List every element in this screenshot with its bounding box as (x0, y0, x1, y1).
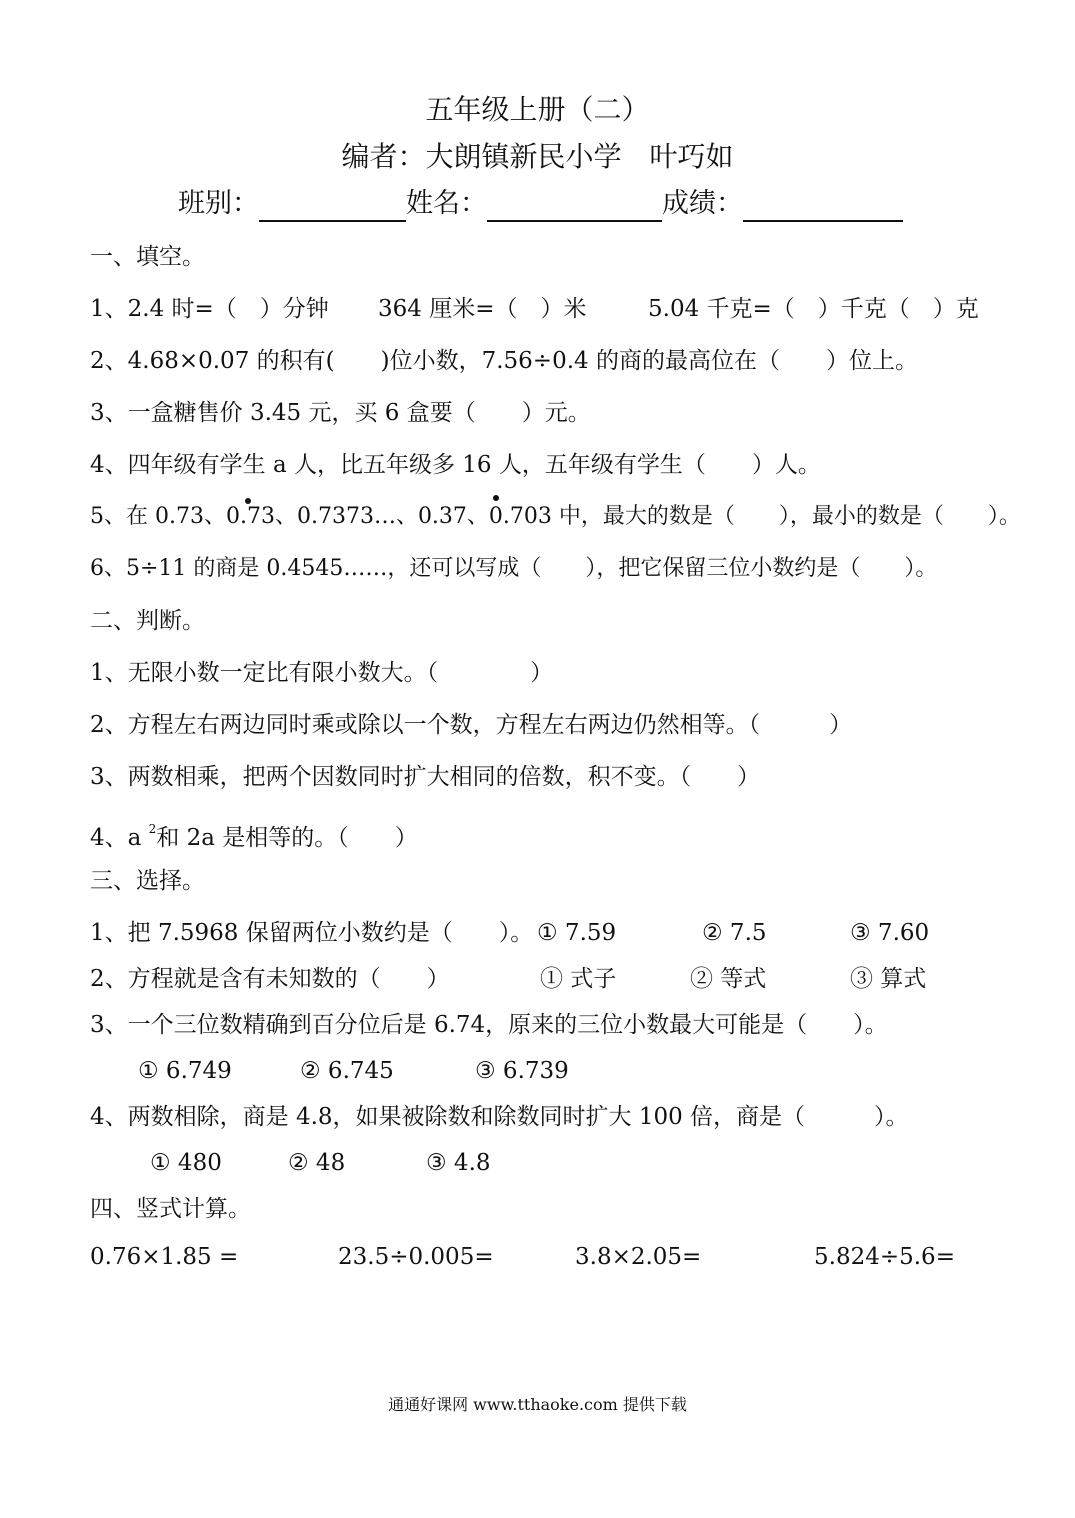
choose-q1-option-1: ① 7.59 (537, 920, 617, 946)
judge-question-3: 3、两数相乘，把两个因数同时扩大相同的倍数，积不变。（ ） (90, 764, 761, 790)
choose-q1-option-3: ③ 7.60 (850, 920, 930, 946)
choose-q1-stem: 1、把 7.5968 保留两位小数约是（ ）。 (90, 920, 534, 946)
page-title: 五年级上册（二） (425, 93, 650, 126)
section-judge-heading: 二、判断。 (90, 608, 205, 634)
score-label: 成绩： (662, 188, 743, 219)
calc-item-4: 5.824÷5.6= (814, 1244, 955, 1270)
class-label: 班别： (178, 188, 259, 219)
choose-q2-option-3: ③ 算式 (850, 966, 927, 992)
calc-item-1: 0.76×1.85 = (90, 1244, 239, 1270)
fill-question-2: 2、4.68×0.07 的积有( )位小数，7.56÷0.4 的商的最高位在（ ）位上。 (90, 348, 918, 374)
score-blank[interactable] (743, 194, 903, 222)
name-label: 姓名： (406, 188, 487, 219)
footer-credit: 通通好课网 www.tthaoke.com 提供下载 (388, 1395, 687, 1414)
repeating-decimal-dot (493, 495, 499, 501)
choose-q4-option-1: ① 480 (150, 1150, 222, 1176)
fill-q1-part-c: 5.04 千克=（ ）千克（ ）克 (648, 296, 979, 322)
calc-item-3: 3.8×2.05= (575, 1244, 702, 1270)
judge-q4-prefix: 4、a (90, 825, 142, 851)
choose-q4-option-3: ③ 4.8 (426, 1150, 491, 1176)
choose-q2-option-2: ② 等式 (690, 966, 767, 992)
choose-question-4: 4、两数相除，商是 4.8，如果被除数和除数同时扩大 100 倍，商是（ ）。 (90, 1104, 909, 1130)
name-blank[interactable] (487, 194, 662, 222)
fill-q1-part-a: 1、2.4 时=（ ）分钟 (90, 296, 329, 322)
fill-q1-part-b: 364 厘米=（ ）米 (378, 296, 587, 322)
choose-q4-option-2: ② 48 (288, 1150, 346, 1176)
author-line: 编者：大朗镇新民小学 叶巧如 (341, 140, 734, 173)
fill-question-6: 6、5÷11 的商是 0.4545……，还可以写成（ ），把它保留三位小数约是（ ）。 (90, 556, 938, 581)
choose-question-3: 3、一个三位数精确到百分位后是 6.74，原来的三位小数最大可能是（ ）。 (90, 1012, 888, 1038)
judge-q4-superscript: 2 (148, 822, 157, 836)
student-info-row (178, 186, 903, 222)
choose-q1-option-2: ② 7.5 (702, 920, 767, 946)
class-blank[interactable] (259, 194, 406, 222)
choose-q3-option-3: ③ 6.739 (475, 1058, 569, 1084)
choose-q2-stem: 2、方程就是含有未知数的（ ） (90, 966, 450, 992)
judge-question-4 (90, 814, 418, 853)
section-calc-heading: 四、竖式计算。 (90, 1196, 251, 1222)
choose-q3-option-1: ① 6.749 (138, 1058, 232, 1084)
fill-question-5: 5、在 0.73、0.73、0.7373…、0.37、0.703 中，最大的数是（ ），最小的数是（ ）。 (90, 504, 1021, 529)
choose-q2-option-1: ① 式子 (540, 966, 617, 992)
section-choose-heading: 三、选择。 (90, 868, 205, 894)
judge-q4-suffix: 和 2a 是相等的。（ ） (156, 825, 418, 851)
judge-question-2: 2、方程左右两边同时乘或除以一个数，方程左右两边仍然相等。（ ） (90, 712, 853, 738)
repeating-decimal-dot (245, 498, 251, 504)
section-fill-heading: 一、填空。 (90, 244, 205, 270)
choose-q3-option-2: ② 6.745 (300, 1058, 394, 1084)
calc-item-2: 23.5÷0.005= (338, 1244, 494, 1270)
fill-question-4: 4、四年级有学生 a 人，比五年级多 16 人，五年级有学生（ ）人。 (90, 452, 821, 478)
fill-question-3: 3、一盒糖售价 3.45 元，买 6 盒要（ ）元。 (90, 400, 591, 426)
judge-question-1: 1、无限小数一定比有限小数大。（ ） (90, 660, 554, 686)
